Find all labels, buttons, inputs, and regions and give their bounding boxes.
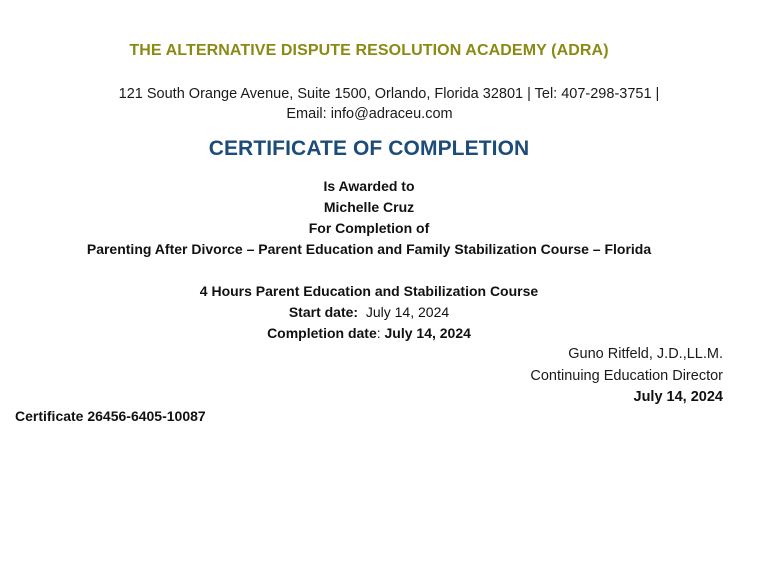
completion-date-separator: :	[376, 325, 381, 341]
recipient-name: Michelle Cruz	[323, 199, 415, 215]
organization-name: THE ALTERNATIVE DISPUTE RESOLUTION ACADEMY (ADRA)	[129, 42, 609, 59]
signature-block	[530, 344, 723, 409]
course-name: Parenting After Divorce – Parent Education and Family Stabilization Course – Florida	[86, 241, 652, 257]
for-completion-label: For Completion of	[308, 220, 430, 236]
start-date-label: Start date:	[288, 304, 359, 320]
signature-date: July 14, 2024	[633, 389, 723, 405]
certificate-title: CERTIFICATE OF COMPLETION	[208, 137, 530, 160]
contact-info	[0, 84, 768, 124]
email-line: Email: info@adraceu.com	[286, 106, 453, 122]
completion-date	[0, 323, 738, 344]
completion-date-label: Completion date	[267, 325, 377, 341]
address-line: 121 South Orange Avenue, Suite 1500, Orlando, Florida 32801 | Tel: 407-298-3751 |	[118, 86, 660, 102]
course-hours: 4 Hours Parent Education and Stabilization Course	[199, 283, 539, 299]
signer-name: Guno Ritfeld, J.D.,LL.M.	[568, 346, 723, 362]
certificate-body	[0, 176, 738, 344]
start-date	[0, 302, 738, 323]
spacer	[0, 260, 738, 281]
signer-role: Continuing Education Director	[530, 367, 723, 384]
start-date-value: July 14, 2024	[365, 304, 450, 320]
awarded-label: Is Awarded to	[323, 178, 415, 194]
completion-date-value: July 14, 2024	[384, 325, 471, 341]
certificate-number: Certificate 26456-6405-10087	[15, 408, 206, 424]
